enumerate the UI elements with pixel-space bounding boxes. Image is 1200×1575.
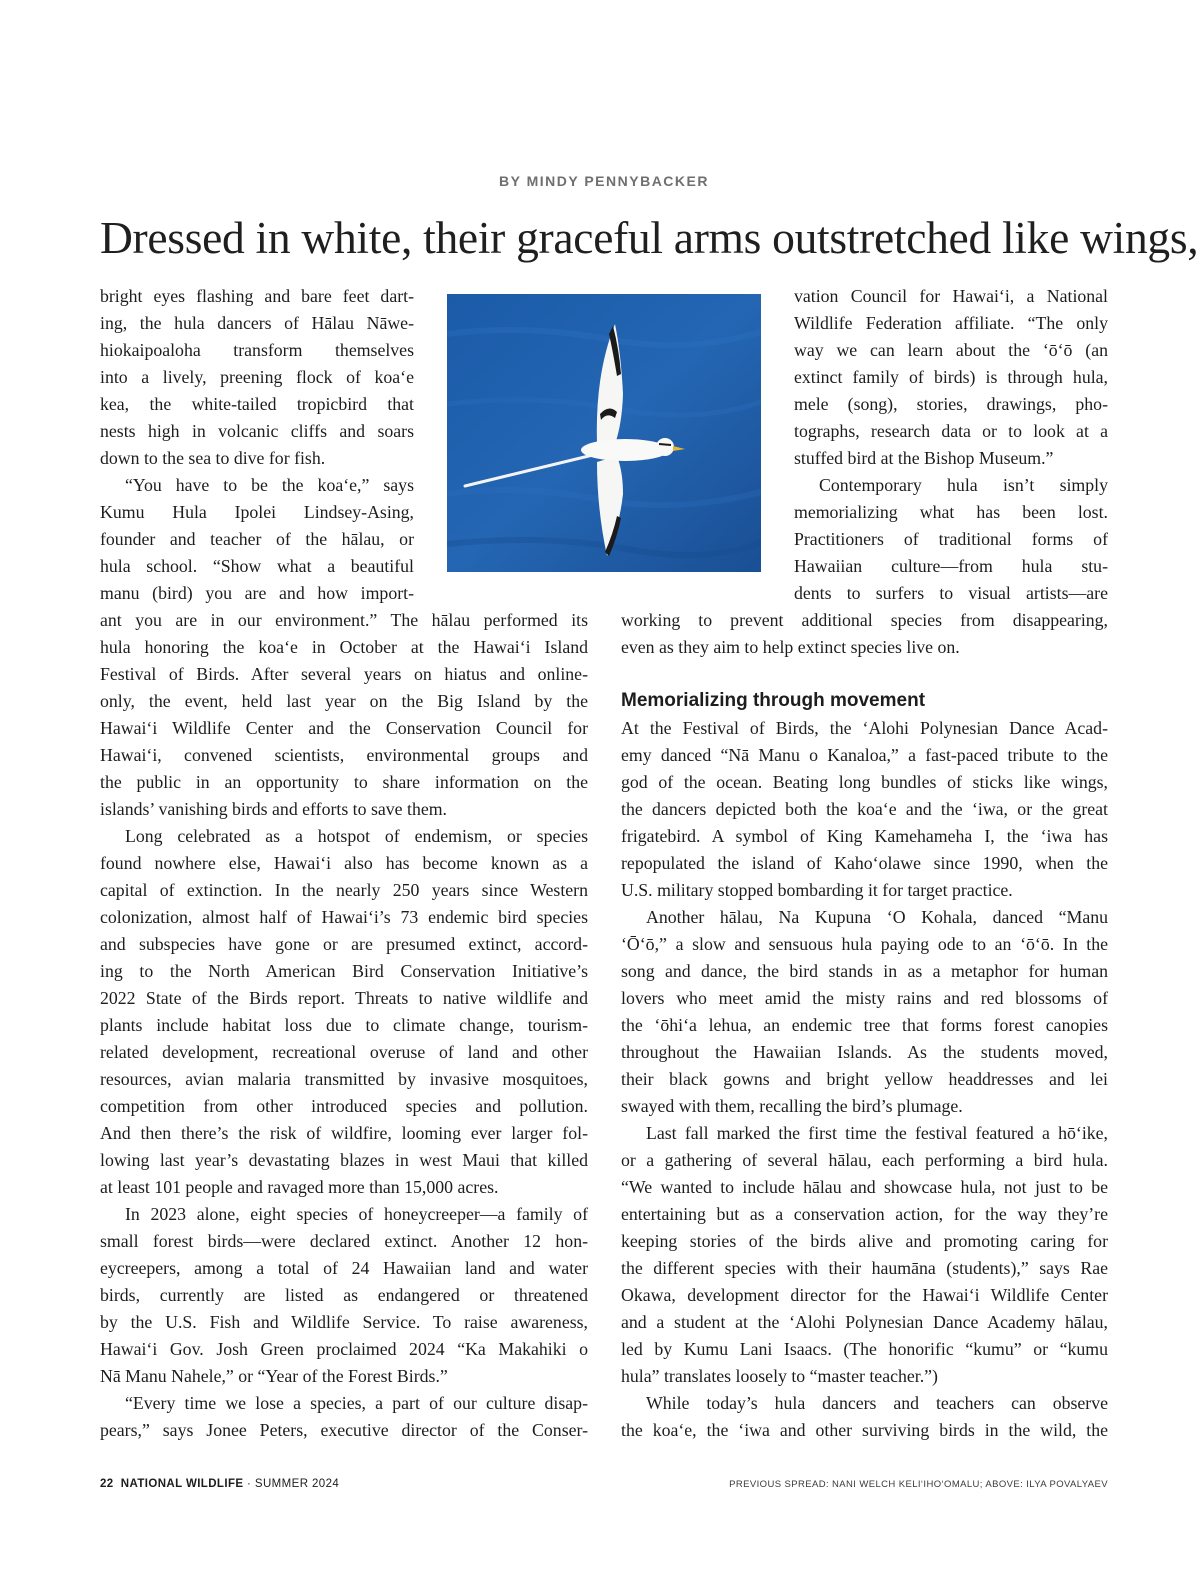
- body-line: competition from other introduced species and pollution.: [100, 1096, 588, 1116]
- body-line: frigatebird. A symbol of King Kamehameha I, the ʻiwa has: [621, 826, 1108, 846]
- body-line: found nowhere else, Hawaiʻi also has become known as a: [100, 853, 588, 873]
- photo-credits: PREVIOUS SPREAD: NANI WELCH KELIʻIHOʻOMALU; ABOVE: ILYA POVALYAEV: [729, 1479, 1108, 1490]
- body-line: colonization, almost half of Hawaiʻi’s 73 endemic bird species: [100, 907, 588, 927]
- body-line: dents to surfers to visual artists—are: [794, 583, 1108, 603]
- body-line: down to the sea to dive for fish.: [100, 448, 326, 468]
- issue-date: SUMMER 2024: [254, 1478, 340, 1490]
- body-line: keeping stories of the birds alive and promoting caring for: [621, 1231, 1108, 1251]
- body-line: their black gowns and bright yellow headdresses and lei: [621, 1069, 1108, 1089]
- body-line: Festival of Birds. After several years on hiatus and online-: [100, 664, 588, 684]
- body-line: god of the ocean. Beating long bundles of sticks like wings,: [621, 772, 1108, 792]
- body-line: tographs, research data or to look at a: [794, 421, 1108, 441]
- body-line: working to prevent additional species from disappearing,: [621, 610, 1108, 630]
- body-line: the dancers depicted both the koaʻe and the ʻiwa, or the great: [621, 799, 1108, 819]
- body-line: throughout the Hawaiian Islands. As the students moved,: [621, 1042, 1108, 1062]
- body-line: only, the event, held last year on the Big Island by the: [100, 691, 588, 711]
- body-line: emy danced “Nā Manu o Kanaloa,” a fast-paced tribute to the: [621, 745, 1108, 765]
- body-line: While today’s hula dancers and teachers can observe: [646, 1393, 1108, 1413]
- body-line: led by Kumu Lani Isaacs. (The honorific “kumu” or “kumu: [621, 1339, 1108, 1359]
- body-line: birds, currently are listed as endangered or threatened: [100, 1285, 588, 1305]
- body-line: related development, recreational overuse of land and other: [100, 1042, 588, 1062]
- page-number: 22: [100, 1478, 114, 1490]
- tropicbird-photo: [447, 294, 761, 572]
- body-line: ant you are in our environment.” The hālau performed its: [100, 610, 588, 630]
- body-line: way we can learn about the ʻōʻō (an: [794, 340, 1108, 360]
- body-line: pears,” says Jonee Peters, executive director of the Conser-: [100, 1420, 588, 1440]
- body-line: Hawaiʻi, convened scientists, environmental groups and: [100, 745, 588, 765]
- body-line: islands’ vanishing birds and efforts to save them.: [100, 799, 448, 819]
- body-line: entertaining but as a conservation action, for the way they’re: [621, 1204, 1108, 1224]
- body-line: the ʻōhiʻa lehua, an endemic tree that forms forest canopies: [621, 1015, 1108, 1035]
- body-line: the koaʻe, the ʻiwa and other surviving birds in the wild, the: [621, 1420, 1108, 1440]
- body-line: Hawaiʻi Gov. Josh Green proclaimed 2024 “Ka Makahiki o: [100, 1339, 588, 1359]
- body-line: eycreepers, among a total of 24 Hawaiian land and water: [100, 1258, 588, 1278]
- body-line: Contemporary hula isn’t simply: [819, 475, 1108, 495]
- body-line: resources, avian malaria transmitted by invasive mosquitoes,: [100, 1069, 588, 1089]
- tropicbird-illustration: [447, 294, 761, 572]
- body-line: and a student at the ʻAlohi Polynesian Dance Academy hālau,: [621, 1312, 1108, 1332]
- headline: Dressed in white, their graceful arms outstretched like wings,: [100, 212, 1199, 263]
- body-line: plants include habitat loss due to climate change, tourism-: [100, 1015, 588, 1035]
- body-line: hula honoring the koaʻe in October at the Hawaiʻi Island: [100, 637, 588, 657]
- body-line: hula school. “Show what a beautiful: [100, 556, 414, 576]
- body-line: ing, the hula dancers of Hālau Nāwe-: [100, 313, 414, 333]
- body-line: Hawaiʻi Wildlife Center and the Conservation Council for: [100, 718, 588, 738]
- page-footer: [100, 1478, 339, 1490]
- body-line: stuffed bird at the Bishop Museum.”: [794, 448, 1054, 468]
- body-line: bright eyes flashing and bare feet dart-: [100, 286, 414, 306]
- body-line: and subspecies have gone or are presumed extinct, accord-: [100, 934, 588, 954]
- body-line: repopulated the island of Kahoʻolawe since 1990, when the: [621, 853, 1108, 873]
- body-line: lovers who meet amid the misty rains and red blossoms of: [621, 988, 1108, 1008]
- footer-separator: ·: [247, 1478, 252, 1490]
- magazine-name: NATIONAL WILDLIFE: [120, 1478, 244, 1490]
- body-line: Practitioners of traditional forms of: [794, 529, 1108, 549]
- body-line: by the U.S. Fish and Wildlife Service. To raise awareness,: [100, 1312, 588, 1332]
- body-line: hiokaipoaloha transform themselves: [100, 340, 414, 360]
- body-line: memorializing what has been lost.: [794, 502, 1108, 522]
- body-line: Last fall marked the first time the festival featured a hōʻike,: [646, 1123, 1108, 1143]
- body-line: 2022 State of the Birds report. Threats to native wildlife and: [100, 988, 588, 1008]
- body-line: U.S. military stopped bombarding it for target practice.: [621, 880, 1013, 900]
- body-line: at least 101 people and ravaged more than 15,000 acres.: [100, 1177, 499, 1197]
- body-line: In 2023 alone, eight species of honeycreeper—a family of: [125, 1204, 588, 1224]
- body-line: lowing last year’s devastating blazes in west Maui that killed: [100, 1150, 588, 1170]
- body-line: swayed with them, recalling the bird’s plumage.: [621, 1096, 963, 1116]
- body-line: “You have to be the koaʻe,” says: [125, 475, 414, 495]
- byline: BY MINDY PENNYBACKER: [499, 173, 709, 189]
- body-line: or a gathering of several hālau, each performing a bird hula.: [621, 1150, 1108, 1170]
- body-line: kea, the white-tailed tropicbird that: [100, 394, 414, 414]
- body-line: Nā Manu Nahele,” or “Year of the Forest Birds.”: [100, 1366, 448, 1386]
- body-line: Hawaiian culture—from hula stu-: [794, 556, 1108, 576]
- section-subhead: Memorializing through movement: [621, 690, 926, 711]
- body-line: capital of extinction. In the nearly 250 years since Western: [100, 880, 588, 900]
- body-line: manu (bird) you are and how import-: [100, 583, 414, 603]
- body-line: small forest birds—were declared extinct. Another 12 hon-: [100, 1231, 588, 1251]
- body-line: “We wanted to include hālau and showcase hula, not just to be: [621, 1177, 1108, 1197]
- body-line: hula” translates loosely to “master teacher.”): [621, 1366, 938, 1386]
- body-line: Wildlife Federation affiliate. “The only: [794, 313, 1108, 333]
- body-line: song and dance, the bird stands in as a metaphor for human: [621, 961, 1108, 981]
- body-line: nests high in volcanic cliffs and soars: [100, 421, 414, 441]
- body-line: “Every time we lose a species, a part of our culture disap-: [125, 1393, 588, 1413]
- body-line: extinct family of birds) is through hula,: [794, 367, 1108, 387]
- body-line: Another hālau, Na Kupuna ʻO Kohala, danced “Manu: [646, 907, 1108, 927]
- body-line: Kumu Hula Ipolei Lindsey-Asing,: [100, 502, 414, 522]
- body-line: mele (song), stories, drawings, pho-: [794, 394, 1108, 414]
- body-line: At the Festival of Birds, the ʻAlohi Polynesian Dance Acad-: [621, 718, 1108, 738]
- body-line: Long celebrated as a hotspot of endemism, or species: [125, 826, 588, 846]
- body-line: ʻŌʻō,” a slow and sensuous hula paying ode to an ʻōʻō. In the: [621, 934, 1108, 954]
- body-line: ing to the North American Bird Conservation Initiative’s: [100, 961, 588, 981]
- body-line: into a lively, preening flock of koaʻe: [100, 367, 414, 387]
- body-line: founder and teacher of the hālau, or: [100, 529, 414, 549]
- body-line: the public in an opportunity to share information on the: [100, 772, 588, 792]
- body-line: vation Council for Hawaiʻi, a National: [794, 286, 1108, 306]
- body-line: Okawa, development director for the Hawaiʻi Wildlife Center: [621, 1285, 1108, 1305]
- body-line: even as they aim to help extinct species live on.: [621, 637, 960, 657]
- body-line: And then there’s the risk of wildfire, looming ever larger fol-: [100, 1123, 588, 1143]
- body-line: the different species with their haumāna (students),” says Rae: [621, 1258, 1108, 1278]
